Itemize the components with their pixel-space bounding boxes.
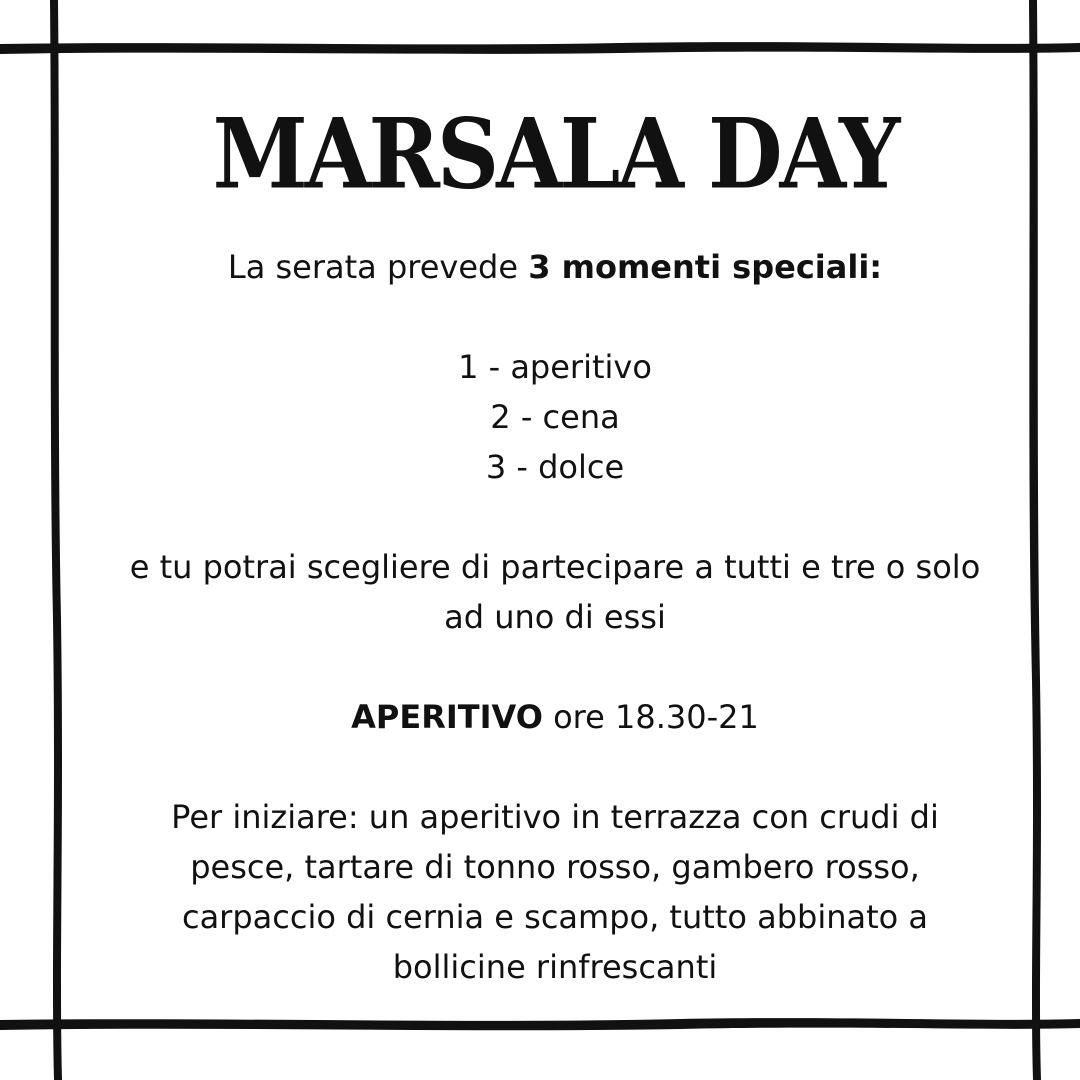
intro-highlight: 3 momenti speciali:	[528, 248, 883, 286]
spacer	[120, 742, 990, 792]
aperitivo-line	[120, 692, 990, 742]
bottom-frame-line	[0, 1018, 1080, 1030]
choice-text: e tu potrai scegliere di partecipare a tutti e tre o solo ad uno di essi	[129, 548, 981, 636]
list-item: 3 - dolce	[485, 448, 625, 486]
right-frame-line	[1029, 0, 1041, 1080]
top-frame-line	[0, 42, 1080, 54]
intro-prefix: La serata prevede	[227, 248, 529, 286]
aperitivo-time: ore 18.30-21	[542, 698, 759, 736]
spacer	[120, 292, 990, 342]
description-text: Per iniziare: un aperitivo in terrazza con crudi di pesce, tartare di tonno rosso, gambero rosso, carpaccio di cernia e scampo, tutto abbinato a bollicine rinfrescanti	[171, 798, 939, 986]
intro-text	[120, 242, 990, 292]
aperitivo-label: APERITIVO	[351, 698, 543, 736]
spacer	[120, 492, 990, 542]
moments-list	[120, 342, 990, 492]
left-frame-line	[50, 0, 62, 1080]
page-title: MARSALA DAY	[212, 97, 898, 211]
list-item: 2 - cena	[490, 398, 620, 436]
spacer	[120, 642, 990, 692]
main-content	[120, 97, 990, 992]
list-item: 1 - aperitivo	[458, 348, 652, 386]
